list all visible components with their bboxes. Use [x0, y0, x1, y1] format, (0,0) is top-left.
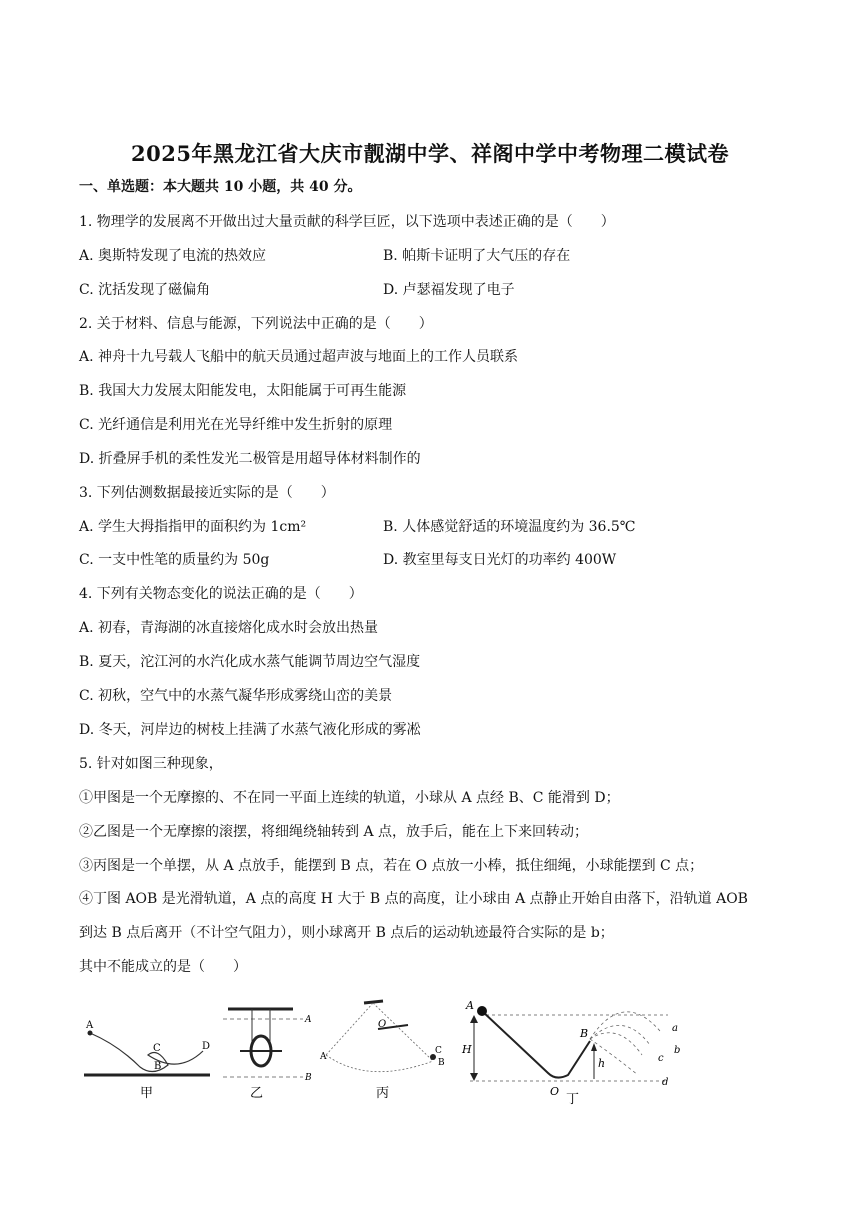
label-o-bing: O — [378, 1019, 387, 1030]
question-5-statement-2: ②乙图是一个无摩擦的滚摆，将细绳绕轴转到 A 点，放手后，能在上下来回转动； — [79, 824, 589, 840]
question-1-option-a: A. 奥斯特发现了电流的热效应 — [79, 248, 267, 264]
label-c-bing: C — [435, 1046, 442, 1056]
question-5-ask: 其中不能成立的是（ ） — [79, 959, 247, 975]
question-1-stem: 1. 物理学的发展离不开做出过大量贡献的科学巨匠，以下选项中表述正确的是（ ） — [79, 214, 615, 230]
question-5-stem: 5. 针对如图三种现象， — [79, 756, 223, 772]
question-4-option-d: D. 冬天，河岸边的树枝上挂满了水蒸气液化形成的雾凇 — [79, 722, 421, 738]
question-3-stem: 3. 下列估测数据最接近实际的是（ ） — [79, 485, 335, 501]
trajectory-d: d — [662, 1077, 669, 1088]
question-2-option-d: D. 折叠屏手机的柔性发光二极管是用超导体材料制作的 — [79, 451, 421, 467]
label-a-bing: A — [320, 1052, 327, 1062]
page-title: 2025年黑龙江省大庆市靓湖中学、祥阁中学中考物理二模试卷 — [131, 141, 729, 166]
label-h-upper: H — [462, 1043, 472, 1056]
question-1-option-c: C. 沈括发现了磁偏角 — [79, 282, 211, 298]
question-1-option-d: D. 卢瑟福发现了电子 — [383, 282, 515, 298]
label-a-ding: A — [466, 999, 474, 1012]
question-5-figures — [78, 995, 698, 1105]
label-b-ding: B — [580, 1027, 589, 1040]
figure-jia — [84, 1020, 210, 1101]
question-5-statement-3: ③丙图是一个单摆，从 A 点放手，能摆到 B 点，若在 O 点放一小棒，抵住细绳，小球能摆到 C 点； — [79, 858, 704, 874]
label-a-yi: A — [305, 1015, 312, 1025]
label-d: D — [202, 1041, 211, 1052]
label-c: C — [153, 1043, 161, 1054]
question-3-option-b: B. 人体感觉舒适的环境温度约为 36.5℃ — [383, 519, 636, 535]
trajectory-b: b — [674, 1045, 681, 1056]
question-3-option-a: A. 学生大拇指指甲的面积约为 1cm² — [79, 519, 307, 535]
label-o-ding: O — [550, 1085, 560, 1098]
trajectory-c: c — [658, 1053, 664, 1064]
figure-label-yi: 乙 — [250, 1086, 264, 1101]
figure-label-ding: 丁 — [566, 1092, 580, 1105]
question-2-option-b: B. 我国大力发展太阳能发电，太阳能属于可再生能源 — [79, 383, 407, 399]
question-3-option-c: C. 一支中性笔的质量约为 50g — [79, 552, 270, 568]
question-4-stem: 4. 下列有关物态变化的说法正确的是（ ） — [79, 586, 363, 602]
figure-label-jia: 甲 — [140, 1086, 154, 1101]
figure-yi — [223, 1009, 312, 1101]
question-2-stem: 2. 关于材料、信息与能源，下列说法中正确的是（ ） — [79, 316, 433, 332]
question-4-option-a: A. 初春，青海湖的冰直接熔化成水时会放出热量 — [79, 620, 379, 636]
label-h-lower: h — [598, 1057, 606, 1070]
figure-ding — [461, 999, 680, 1105]
figure-bing — [319, 1001, 445, 1101]
trajectory-a: a — [672, 1023, 678, 1034]
question-2-option-c: C. 光纤通信是利用光在光导纤维中发生折射的原理 — [79, 417, 393, 433]
label-b-bing: B — [438, 1058, 445, 1068]
question-4-option-b: B. 夏天，沱江河的水汽化成水蒸气能调节周边空气湿度 — [79, 654, 421, 670]
question-5-statement-1: ①甲图是一个无摩擦的、不在同一平面上连续的轨道，小球从 A 点经 B、C 能滑到 D； — [79, 790, 620, 806]
label-a: A — [86, 1020, 94, 1031]
label-b: B — [154, 1061, 162, 1072]
figures-svg — [78, 995, 698, 1105]
question-1-option-b: B. 帕斯卡证明了大气压的存在 — [383, 248, 571, 264]
question-5-statement-4: ④丁图 AOB 是光滑轨道，A 点的高度 H 大于 B 点的高度，让小球由 A 点静止开始自由落下，沿轨道 AOB — [79, 891, 748, 907]
question-2-option-a: A. 神舟十九号载人飞船中的航天员通过超声波与地面上的工作人员联系 — [79, 349, 519, 365]
figure-label-bing: 丙 — [376, 1086, 390, 1101]
question-5-statement-4-cont: 到达 B 点后离开（不计空气阻力），则小球离开 B 点后的运动轨迹最符合实际的是 b； — [79, 925, 614, 941]
question-3-option-d: D. 教室里每支日光灯的功率约 400W — [383, 552, 617, 568]
label-b-yi: B — [305, 1073, 312, 1083]
section-heading: 一、单选题：本大题共 10 小题，共 40 分。 — [79, 179, 362, 195]
question-4-option-c: C. 初秋，空气中的水蒸气凝华形成雾绕山峦的美景 — [79, 688, 393, 704]
